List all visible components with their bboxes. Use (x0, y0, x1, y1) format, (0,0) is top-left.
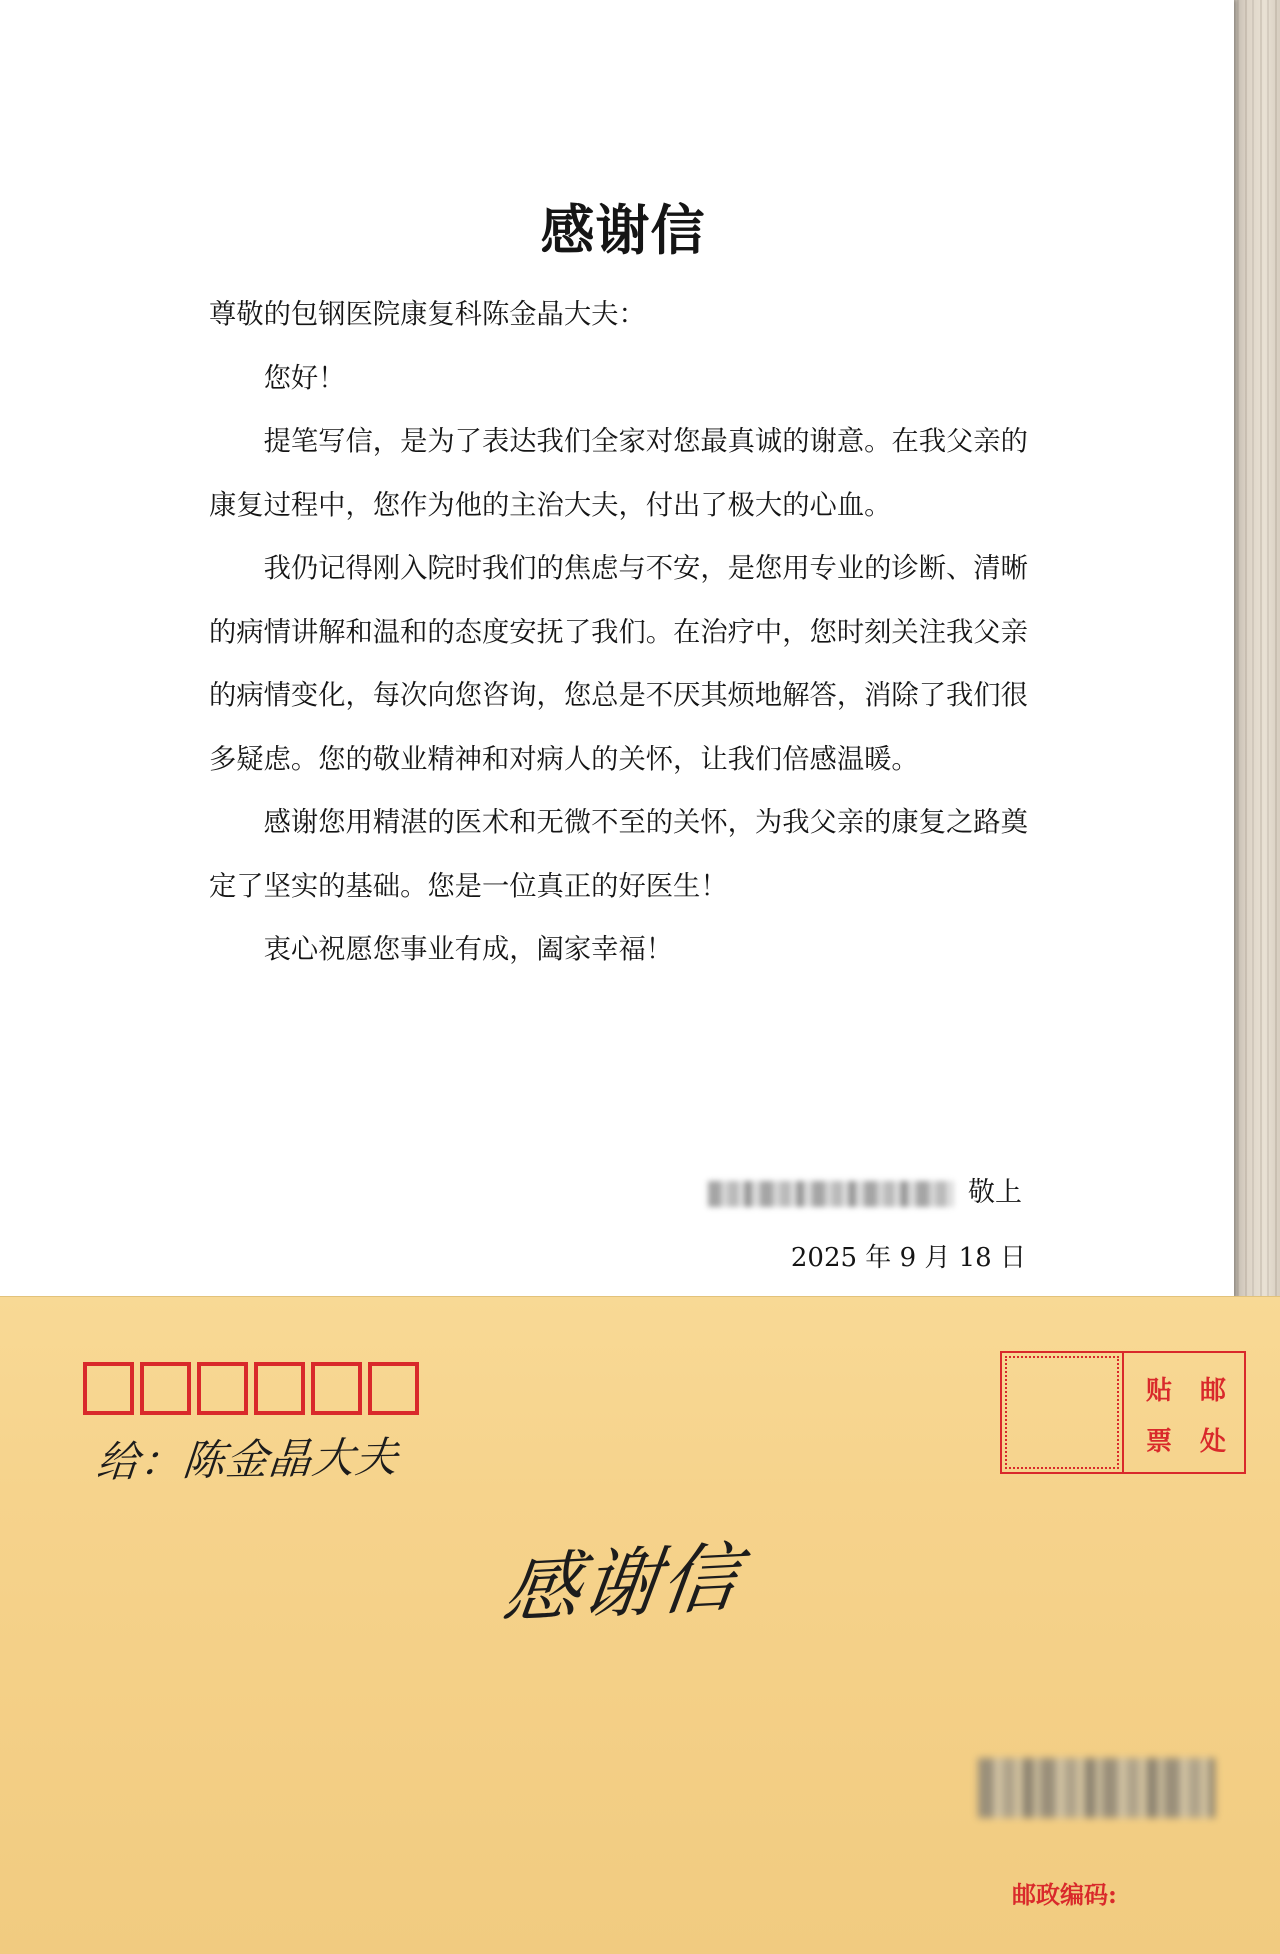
postal-code-box (254, 1362, 305, 1415)
stamp-area (1000, 1351, 1246, 1474)
redacted-sender-name (708, 1181, 953, 1207)
postal-code-box (140, 1362, 191, 1415)
signature-line (700, 1173, 1040, 1213)
stamp-label-char: 票 (1145, 1427, 1172, 1457)
table-surface (1230, 0, 1280, 1300)
postal-code-box (311, 1362, 362, 1415)
closing-text: 敬上 (968, 1177, 1022, 1208)
stamp-label (1132, 1363, 1240, 1465)
envelope (0, 1296, 1280, 1954)
letter-title: 感谢信 (540, 198, 706, 262)
stamp-label-char: 处 (1199, 1427, 1226, 1457)
letter-paragraph-2: 我仍记得刚入院时我们的焦虑与不安，是您用专业的诊断、清晰的病情讲解和温和的态度安抚了我们。在治疗中，您时刻关注我父亲的病情变化，每次向您咨询，您总是不厌其烦地解答，消除了我们很多疑虑。您的敬业精神和对病人的关怀，让我们倍感温暖。 (209, 553, 1028, 775)
redacted-sender-address (978, 1758, 1215, 1818)
postal-code-label: 邮政编码: (1012, 1880, 1117, 1909)
postal-code-box (83, 1362, 134, 1415)
handwritten-recipient: 给：陈金晶大夫 (94, 1432, 401, 1487)
letter-body (209, 283, 1031, 982)
letter-paragraph-4: 衷心祝愿您事业有成，阖家幸福！ (263, 934, 674, 965)
letter-greeting: 您好！ (263, 362, 346, 394)
postal-code-box (368, 1362, 419, 1415)
stamp-label-char: 贴 (1145, 1376, 1172, 1406)
handwritten-envelope-title: 感谢信 (498, 1532, 746, 1635)
letter-paragraph-1: 提笔写信，是为了表达我们全家对您最真诚的谢意。在我父亲的康复过程中，您作为他的主治大夫，付出了极大的心血。 (209, 426, 1028, 521)
letter-paragraph-3: 感谢您用精湛的医术和无微不至的关怀，为我父亲的康复之路奠定了坚实的基础。您是一位真正的好医生！ (209, 807, 1028, 902)
postal-code-boxes (83, 1362, 419, 1415)
stamp-divider (1122, 1353, 1124, 1472)
stamp-placeholder (1005, 1356, 1119, 1469)
postal-code-box (197, 1362, 248, 1415)
letter-salutation: 尊敬的包钢医院康复科陈金晶大夫： (209, 299, 646, 330)
stamp-label-char: 邮 (1199, 1376, 1226, 1406)
letter-date: 2025 年 9 月 18 日 (790, 1243, 1026, 1273)
